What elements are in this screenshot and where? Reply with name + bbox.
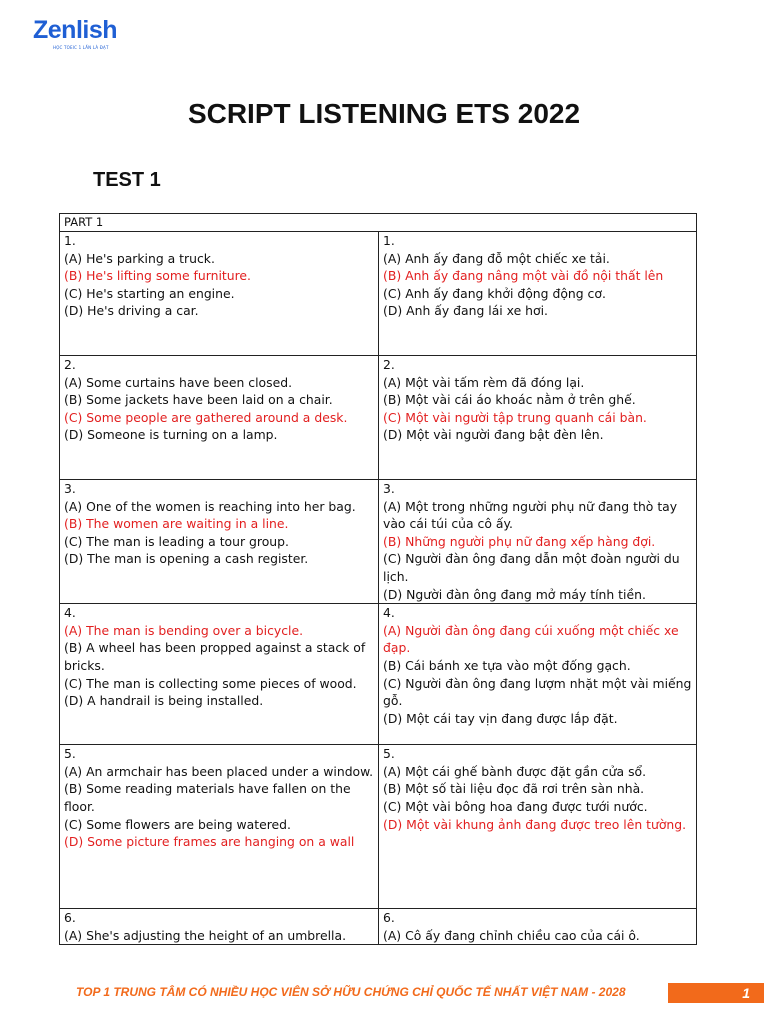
option-d-vi: (D) Người đàn ông đang mở máy tính tiền. (383, 586, 646, 602)
option-d: (D) A handrail is being installed. (64, 693, 264, 709)
option-c: (C) The man is collecting some pieces of wood. (64, 675, 357, 691)
question-number: 1. (383, 233, 395, 248)
test-title: TEST 1 (93, 169, 161, 191)
question-number: 5. (64, 746, 76, 762)
option-d: (D) The man is opening a cash register. (64, 551, 309, 567)
footer-slogan: TOP 1 TRUNG TÂM CÓ NHIỀU HỌC VIÊN SỞ HỮU CHỨNG CHỈ QUỐC TẾ NHẤT VIỆT NAM - 2028 (76, 985, 626, 999)
question-row (60, 909, 697, 945)
logo-tagline: HỌC TOEIC 1 LẦN LÀ ĐẠT (53, 45, 109, 50)
english-cell (60, 356, 379, 480)
option-a-vi: (A) Anh ấy đang đỗ một chiếc xe tải. (383, 250, 610, 266)
option-d: (D) Someone is turning on a lamp. (64, 427, 278, 443)
option-a-vi: (A) Một trong những người phụ nữ đang thò tay vào cái túi của cô ấy. (383, 498, 678, 532)
option-d-vi: (D) Một vài người đang bật đèn lên. (383, 427, 604, 443)
option-a-vi: (A) Một cái ghế bành được đặt gần cửa sổ. (383, 763, 647, 779)
question-number: 6. (64, 910, 76, 926)
option-b: (B) Some jackets have been laid on a chair. (64, 392, 333, 408)
option-c-vi-answer: (C) Một vài người tập trung quanh cái bàn. (383, 409, 647, 425)
option-a-vi: (A) Một vài tấm rèm đã đóng lại. (383, 374, 585, 390)
option-c: (C) Some flowers are being watered. (64, 816, 291, 832)
option-c-answer: (C) Some people are gathered around a desk. (64, 409, 348, 425)
english-cell (60, 604, 379, 745)
part-label: PART 1 (60, 214, 697, 232)
option-d-vi: (D) Một cái tay vịn đang được lắp đặt. (383, 710, 618, 726)
option-d: (D) He's driving a car. (64, 303, 199, 319)
vietnamese-cell (379, 356, 697, 480)
option-a-vi: (A) Cô ấy đang chỉnh chiều cao của cái ô. (383, 927, 640, 943)
logo-wordmark: Zenlish (33, 16, 118, 44)
document-title: SCRIPT LISTENING ETS 2022 (187, 98, 581, 129)
vietnamese-cell (379, 745, 697, 909)
question-number: 2. (383, 357, 395, 372)
option-b-vi-answer: (B) Những người phụ nữ đang xếp hàng đợi. (383, 533, 656, 549)
question-number: 5. (383, 746, 395, 762)
option-a-vi-answer: (A) Người đàn ông đang cúi xuống một chiếc xe đạp. (383, 622, 679, 656)
option-a: (A) He's parking a truck. (64, 250, 215, 266)
question-number: 2. (64, 357, 76, 372)
english-cell (60, 480, 379, 604)
option-b-vi: (B) Một số tài liệu đọc đã rơi trên sàn nhà. (383, 781, 645, 797)
question-number: 3. (64, 481, 76, 496)
question-row (60, 232, 697, 356)
option-b-vi: (B) Cái bánh xe tựa vào một đống gạch. (383, 657, 631, 673)
option-d-answer: (D) Some picture frames are hanging on a wall (64, 834, 355, 850)
option-a: (A) She's adjusting the height of an umbrella. (64, 927, 347, 943)
english-cell (60, 745, 379, 909)
option-c-vi: (C) Người đàn ông đang dẫn một đoàn người du lịch. (383, 551, 680, 584)
option-b: (B) A wheel has been propped against a stack of bricks. (64, 640, 366, 673)
question-row (60, 356, 697, 480)
option-c-vi: (C) Người đàn ông đang lượm nhặt một vài miếng gỗ. (383, 675, 692, 709)
option-d-vi: (D) Anh ấy đang lái xe hơi. (383, 303, 548, 319)
question-row (60, 480, 697, 604)
option-b-vi-answer: (B) Anh ấy đang nâng một vài đồ nội thất lên (383, 268, 664, 284)
question-row (60, 745, 697, 909)
option-c-vi: (C) Anh ấy đang khởi động động cơ. (383, 285, 606, 301)
english-cell (60, 909, 379, 945)
option-a: (A) An armchair has been placed under a window. (64, 763, 374, 779)
option-a: (A) Some curtains have been closed. (64, 374, 293, 390)
option-b-vi: (B) Một vài cái áo khoác nằm ở trên ghế. (383, 392, 636, 408)
question-row (60, 604, 697, 745)
vietnamese-cell (379, 604, 697, 745)
question-number: 6. (383, 910, 395, 926)
option-a: (A) One of the women is reaching into her bag. (64, 498, 356, 514)
option-c-vi: (C) Một vài bông hoa đang được tưới nước. (383, 798, 648, 814)
option-b-answer: (B) The women are waiting in a line. (64, 516, 289, 532)
question-number: 1. (64, 233, 76, 248)
vietnamese-cell (379, 909, 697, 945)
option-c: (C) The man is leading a tour group. (64, 533, 289, 549)
vietnamese-cell (379, 480, 697, 604)
option-b: (B) Some reading materials have fallen on the floor. (64, 781, 351, 814)
page-number: 1 (668, 983, 764, 1003)
option-a-answer: (A) The man is bending over a bicycle. (64, 622, 304, 638)
english-cell (60, 232, 379, 356)
page-footer (0, 985, 768, 1003)
script-table (59, 213, 697, 945)
question-number: 4. (64, 605, 76, 621)
option-b-answer: (B) He's lifting some furniture. (64, 268, 251, 284)
zenlish-logo (33, 18, 117, 50)
question-number: 3. (383, 481, 395, 496)
option-c: (C) He's starting an engine. (64, 285, 235, 301)
option-d-vi-answer: (D) Một vài khung ảnh đang được treo lên tường. (383, 816, 687, 832)
vietnamese-cell (379, 232, 697, 356)
question-number: 4. (383, 605, 395, 621)
